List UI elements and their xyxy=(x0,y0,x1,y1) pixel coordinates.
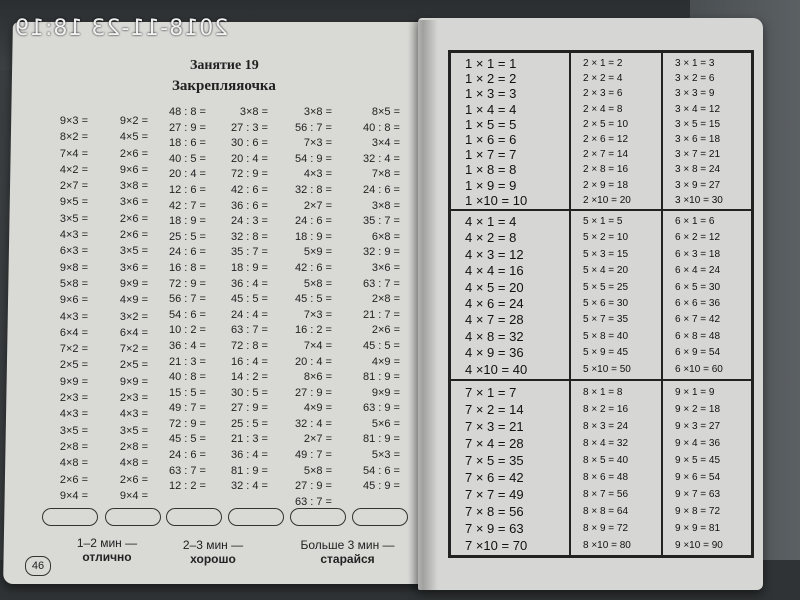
exercise-item: 16 : 2 = xyxy=(294,324,332,337)
exercise-item: 7×2 = xyxy=(59,343,88,356)
times-table-line: 9 ×10 = 90 xyxy=(675,540,723,551)
exercise-item: 40 : 8 = xyxy=(168,371,206,384)
exercise-item: 2×3 = xyxy=(59,392,88,405)
exercise-item: 56 : 7 = xyxy=(294,121,332,134)
exercise-item: 24 : 6 = xyxy=(168,449,206,462)
times-table-line: 5 × 8 = 40 xyxy=(583,330,629,342)
times-table-line: 7 × 8 = 56 xyxy=(465,504,524,519)
book-spine-shadow xyxy=(408,20,438,590)
times-table-line: 3 × 2 = 6 xyxy=(675,73,715,85)
times-table-line: 9 × 3 = 27 xyxy=(675,421,721,432)
exercise-item: 3×8 = xyxy=(239,106,268,118)
exercise-item: 45 : 5 = xyxy=(362,339,400,352)
times-table-line: 2 × 9 = 18 xyxy=(583,179,629,191)
times-table-line: 3 ×10 = 30 xyxy=(675,194,723,206)
exercise-item: 9×4 = xyxy=(119,489,148,502)
exercise-item: 6×4 = xyxy=(119,326,148,339)
grade-excellent xyxy=(62,536,152,564)
exercise-item: 27 : 9 = xyxy=(168,121,206,134)
grade-label: старайся xyxy=(320,552,375,566)
exercise-item: 32 : 8 = xyxy=(230,230,268,243)
exercise-item: 2×6 = xyxy=(59,473,88,486)
exercise-item: 2×6 = xyxy=(119,473,148,486)
exercise-item: 4×3 = xyxy=(59,408,88,421)
times-table-line: 3 × 6 = 18 xyxy=(675,134,721,145)
exercise-item: 24 : 3 = xyxy=(230,215,268,228)
times-table-line: 3 × 1 = 3 xyxy=(675,58,715,69)
exercise-item: 45 : 5 = xyxy=(168,433,206,446)
times-table-line: 8 × 1 = 8 xyxy=(583,387,623,398)
answer-oval[interactable] xyxy=(352,508,408,526)
exercise-item: 2×5 = xyxy=(119,359,148,372)
exercise-item: 9×6 = xyxy=(59,294,88,307)
exercise-item: 2×6 = xyxy=(119,229,148,242)
exercise-item: 63 : 7 = xyxy=(230,324,268,337)
exercise-item: 9×9 = xyxy=(371,386,400,399)
exercise-item: 2×6 = xyxy=(119,212,148,225)
exercise-item: 7×3 = xyxy=(303,137,332,150)
grade-label: хорошо xyxy=(190,552,236,566)
exercise-item: 8×6 = xyxy=(303,371,332,384)
exercise-item: 7×4 = xyxy=(303,339,332,352)
exercise-item: 4×8 = xyxy=(59,457,88,470)
exercise-item: 4×3 = xyxy=(119,408,148,421)
times-table-line: 6 × 8 = 48 xyxy=(675,330,721,342)
exercise-item: 24 : 4 = xyxy=(230,308,268,321)
exercise-item: 3×5 = xyxy=(119,245,148,258)
times-table-line: 6 × 7 = 42 xyxy=(675,314,721,326)
answer-oval[interactable] xyxy=(42,508,98,526)
exercise-item: 21 : 3 = xyxy=(168,355,206,368)
exercise-item: 5×8 = xyxy=(59,277,88,290)
times-table-line: 3 × 4 = 12 xyxy=(675,103,721,115)
exercise-item: 9×4 = xyxy=(59,489,88,502)
exercise-item: 4×3 = xyxy=(59,310,88,323)
answer-oval[interactable] xyxy=(166,508,222,526)
times-table-line: 9 × 9 = 81 xyxy=(675,523,721,534)
times-table-line: 1 × 4 = 4 xyxy=(465,101,517,117)
exercise-item: 81 : 9 = xyxy=(362,371,400,384)
exercise-item: 72 : 9 = xyxy=(168,277,206,290)
times-table-2 xyxy=(570,52,662,210)
exercise-item: 2×6 = xyxy=(371,324,400,337)
exercise-item: 3×8 = xyxy=(303,106,332,118)
exercise-item: 15 : 5 = xyxy=(168,386,206,399)
times-table-line: 2 ×10 = 20 xyxy=(583,194,631,206)
times-table-3 xyxy=(662,52,752,210)
times-table-line: 7 × 6 = 42 xyxy=(465,470,524,485)
times-table-line: 7 × 4 = 28 xyxy=(465,436,524,451)
times-table-line: 4 × 3 = 12 xyxy=(465,246,524,262)
exercise-item: 5×8 = xyxy=(303,277,332,290)
exercise-item: 32 : 4 = xyxy=(230,480,268,493)
grade-try xyxy=(285,538,410,566)
times-table-line: 7 × 3 = 21 xyxy=(465,419,524,434)
exercise-item: 6×8 = xyxy=(371,230,400,243)
times-table-line: 5 × 3 = 15 xyxy=(583,248,629,260)
exercise-column xyxy=(210,105,268,495)
lesson-title: Занятие 19 xyxy=(190,58,259,73)
times-table-line: 9 × 5 = 45 xyxy=(675,455,721,466)
exercise-column xyxy=(274,105,332,510)
exercise-item: 3×5 = xyxy=(59,424,88,437)
exercise-item: 30 : 6 = xyxy=(230,137,268,150)
times-table-line: 2 × 8 = 16 xyxy=(583,164,629,176)
times-table-line: 2 × 1 = 2 xyxy=(583,58,623,69)
times-table-line: 9 × 2 = 18 xyxy=(675,404,721,415)
times-table-line: 7 × 2 = 14 xyxy=(465,402,524,417)
exercise-item: 56 : 7 = xyxy=(168,293,206,306)
times-table-line: 4 × 9 = 36 xyxy=(465,345,524,361)
times-table-line: 7 × 5 = 35 xyxy=(465,453,524,468)
times-table-line: 4 ×10 = 40 xyxy=(465,361,528,377)
times-table-line: 4 × 7 = 28 xyxy=(465,312,524,328)
times-table-8 xyxy=(570,380,662,556)
exercise-item: 30 : 5 = xyxy=(230,386,268,399)
exercise-item: 54 : 6 = xyxy=(362,464,400,477)
exercise-item: 16 : 8 = xyxy=(168,261,206,274)
exercise-item: 2×7 = xyxy=(303,199,332,212)
photo-timestamp: 2018-11-23 18:19 xyxy=(14,16,229,41)
times-table-line: 4 × 8 = 32 xyxy=(465,328,524,344)
times-table-line: 3 × 3 = 9 xyxy=(675,88,715,100)
times-table-line: 1 × 5 = 5 xyxy=(465,116,517,132)
exercise-item: 18 : 6 = xyxy=(168,137,206,150)
times-table-line: 1 × 3 = 3 xyxy=(465,86,517,102)
exercise-item: 32 : 9 = xyxy=(362,246,400,259)
exercise-item: 32 : 8 = xyxy=(294,183,332,196)
times-table-line: 8 × 3 = 24 xyxy=(583,421,629,432)
times-table-line: 6 × 4 = 24 xyxy=(675,265,721,277)
exercise-item: 2×8 = xyxy=(119,440,148,453)
times-table-line: 8 × 5 = 40 xyxy=(583,455,629,466)
exercise-item: 3×8 = xyxy=(371,199,400,212)
exercise-item: 5×6 = xyxy=(371,417,400,430)
exercise-item: 14 : 2 = xyxy=(230,371,268,384)
times-table-4 xyxy=(450,210,570,380)
exercise-item: 24 : 6 = xyxy=(362,183,400,196)
times-table-line: 1 × 9 = 9 xyxy=(465,177,517,193)
exercise-item: 3×5 = xyxy=(59,212,88,225)
exercise-item: 20 : 4 = xyxy=(168,168,206,181)
exercise-item: 18 : 9 = xyxy=(230,261,268,274)
exercise-item: 3×8 = xyxy=(119,180,148,193)
exercise-item: 4×8 = xyxy=(119,457,148,470)
times-table-line: 2 × 3 = 6 xyxy=(583,88,623,100)
times-table-line: 8 × 8 = 64 xyxy=(583,506,629,517)
times-table-line: 1 ×10 = 10 xyxy=(465,192,528,208)
exercise-item: 45 : 5 = xyxy=(294,293,332,306)
times-table-line: 9 × 4 = 36 xyxy=(675,438,721,449)
exercise-item: 9×6 = xyxy=(119,163,148,176)
exercise-item: 6×3 = xyxy=(59,245,88,258)
exercise-item: 36 : 4 = xyxy=(230,277,268,290)
times-table-line: 2 × 4 = 8 xyxy=(583,103,623,115)
times-table-9 xyxy=(662,380,752,556)
exercise-item: 20 : 4 = xyxy=(230,152,268,165)
exercise-item: 27 : 3 = xyxy=(230,121,268,134)
times-table-line: 4 × 2 = 8 xyxy=(465,230,517,246)
exercise-item: 72 : 9 = xyxy=(230,168,268,181)
multiplication-table-grid xyxy=(448,50,754,558)
exercise-column xyxy=(42,113,88,504)
exercise-item: 42 : 7 = xyxy=(168,199,206,212)
exercise-item: 9×5 = xyxy=(59,196,88,209)
exercise-item: 16 : 4 = xyxy=(230,355,268,368)
times-table-line: 5 ×10 = 50 xyxy=(583,363,631,375)
exercise-item: 7×8 = xyxy=(371,168,400,181)
exercise-item: 36 : 4 = xyxy=(168,339,206,352)
exercise-item: 12 : 2 = xyxy=(168,480,206,493)
times-table-line: 1 × 6 = 6 xyxy=(465,132,517,147)
times-table-line: 6 × 9 = 54 xyxy=(675,347,721,359)
exercise-item: 63 : 7 = xyxy=(362,277,400,290)
times-table-line: 4 × 6 = 24 xyxy=(465,296,524,311)
times-table-line: 3 × 9 = 27 xyxy=(675,179,721,191)
times-table-line: 2 × 6 = 12 xyxy=(583,134,629,145)
exercise-item: 9×9 = xyxy=(119,277,148,290)
exercise-item: 4×3 = xyxy=(303,168,332,181)
grade-label: отлично xyxy=(82,550,132,564)
exercise-item: 5×8 = xyxy=(303,464,332,477)
times-table-line: 3 × 7 = 21 xyxy=(675,149,721,161)
times-table-line: 5 × 7 = 35 xyxy=(583,314,629,326)
times-table-line: 7 × 9 = 63 xyxy=(465,521,524,536)
times-table-line: 8 × 9 = 72 xyxy=(583,523,629,534)
times-table-line: 6 × 2 = 12 xyxy=(675,232,721,244)
times-table-line: 6 × 5 = 30 xyxy=(675,281,721,293)
exercise-item: 18 : 9 = xyxy=(294,230,332,243)
exercise-item: 54 : 6 = xyxy=(168,308,206,321)
exercise-item: 3×6 = xyxy=(119,261,148,274)
exercise-item: 40 : 8 = xyxy=(362,121,400,134)
exercise-item: 42 : 6 = xyxy=(230,183,268,196)
page-number: 46 xyxy=(25,556,51,576)
exercise-item: 24 : 6 = xyxy=(168,246,206,259)
times-table-line: 3 × 5 = 15 xyxy=(675,118,721,130)
exercise-item: 21 : 7 = xyxy=(362,308,400,321)
exercise-item: 3×2 = xyxy=(119,310,148,323)
exercise-item: 27 : 9 = xyxy=(294,480,332,493)
exercise-item: 4×9 = xyxy=(119,294,148,307)
exercise-item: 45 : 9 = xyxy=(362,480,400,493)
lesson-subtitle: Закрепляяочка xyxy=(172,78,276,94)
times-table-line: 5 × 4 = 20 xyxy=(583,265,629,277)
exercise-item: 5×3 = xyxy=(371,449,400,462)
times-table-line: 8 × 7 = 56 xyxy=(583,489,629,500)
exercise-item: 24 : 6 = xyxy=(294,215,332,228)
times-table-line: 7 × 7 = 49 xyxy=(465,487,524,502)
exercise-item: 9×3 = xyxy=(59,115,88,127)
exercise-item: 49 : 7 = xyxy=(168,402,206,415)
exercise-item: 45 : 5 = xyxy=(230,293,268,306)
exercise-item: 48 : 8 = xyxy=(168,106,206,118)
times-table-line: 5 × 1 = 5 xyxy=(583,216,623,227)
exercise-item: 4×9 = xyxy=(371,355,400,368)
exercise-item: 7×2 = xyxy=(119,343,148,356)
grade-time: 1–2 мин — xyxy=(76,536,138,550)
exercise-item: 4×3 = xyxy=(59,229,88,242)
exercise-item: 25 : 5 = xyxy=(168,230,206,243)
exercise-item: 63 : 7 = xyxy=(168,464,206,477)
exercise-item: 4×5 = xyxy=(119,131,148,144)
exercise-item: 27 : 9 = xyxy=(230,402,268,415)
times-table-line: 5 × 2 = 10 xyxy=(583,232,629,244)
times-table-line: 2 × 5 = 10 xyxy=(583,118,629,130)
exercise-item: 36 : 4 = xyxy=(230,449,268,462)
times-table-line: 7 ×10 = 70 xyxy=(465,538,528,553)
times-table-line: 8 × 2 = 16 xyxy=(583,404,629,415)
answer-oval[interactable] xyxy=(228,508,284,526)
times-table-line: 4 × 5 = 20 xyxy=(465,279,524,295)
exercise-item: 7×4 = xyxy=(59,147,88,160)
times-table-line: 6 × 6 = 36 xyxy=(675,298,721,309)
times-table-line: 9 × 1 = 9 xyxy=(675,387,715,398)
exercise-item: 40 : 5 = xyxy=(168,152,206,165)
times-table-line: 8 ×10 = 80 xyxy=(583,540,631,551)
exercise-item: 3×5 = xyxy=(119,424,148,437)
exercise-item: 6×4 = xyxy=(59,326,88,339)
times-table-line: 1 × 8 = 8 xyxy=(465,162,517,178)
times-table-line: 7 × 1 = 7 xyxy=(465,385,517,400)
exercise-item: 9×8 = xyxy=(59,261,88,274)
exercise-item: 9×2 = xyxy=(119,115,148,127)
exercise-item: 18 : 9 = xyxy=(168,215,206,228)
times-table-line: 6 × 3 = 18 xyxy=(675,248,721,260)
exercise-item: 2×5 = xyxy=(59,359,88,372)
times-table-line: 4 × 4 = 16 xyxy=(465,263,524,279)
answer-oval[interactable] xyxy=(105,508,161,526)
exercise-item: 63 : 7 = xyxy=(294,495,332,508)
times-table-line: 6 × 1 = 6 xyxy=(675,216,715,227)
times-table-line: 2 × 7 = 14 xyxy=(583,149,629,161)
exercise-item: 36 : 6 = xyxy=(230,199,268,212)
exercise-item: 4×2 = xyxy=(59,163,88,176)
exercise-item: 21 : 3 = xyxy=(230,433,268,446)
exercise-item: 32 : 4 = xyxy=(294,417,332,430)
times-table-line: 3 × 8 = 24 xyxy=(675,164,721,176)
times-table-5 xyxy=(570,210,662,380)
exercise-column xyxy=(98,113,148,504)
grade-time: Больше 3 мин — xyxy=(300,538,395,552)
exercise-item: 42 : 6 = xyxy=(294,261,332,274)
times-table-line: 4 × 1 = 4 xyxy=(465,214,517,229)
exercise-item: 49 : 7 = xyxy=(294,449,332,462)
exercise-item: 2×8 = xyxy=(59,440,88,453)
exercise-item: 2×8 = xyxy=(371,293,400,306)
exercise-column xyxy=(342,105,400,495)
exercise-item: 5×9 = xyxy=(303,246,332,259)
exercise-item: 4×9 = xyxy=(303,402,332,415)
exercise-item: 72 : 8 = xyxy=(230,339,268,352)
exercise-item: 3×4 = xyxy=(371,137,400,150)
exercise-item: 8×2 = xyxy=(59,131,88,144)
answer-oval[interactable] xyxy=(290,508,346,526)
exercise-item: 2×3 = xyxy=(119,392,148,405)
exercise-item: 8×5 = xyxy=(371,106,400,118)
exercise-item: 2×7 = xyxy=(303,433,332,446)
times-table-line: 5 × 5 = 25 xyxy=(583,281,629,293)
times-table-1 xyxy=(450,52,570,210)
grade-time: 2–3 мин — xyxy=(182,538,244,552)
exercise-item: 3×6 = xyxy=(119,196,148,209)
times-table-7 xyxy=(450,380,570,556)
exercise-item: 25 : 5 = xyxy=(230,417,268,430)
times-table-line: 9 × 8 = 72 xyxy=(675,506,721,517)
exercise-item: 63 : 9 = xyxy=(362,402,400,415)
times-table-line: 5 × 9 = 45 xyxy=(583,347,629,359)
times-table-line: 1 × 2 = 2 xyxy=(465,71,517,87)
exercise-item: 35 : 7 = xyxy=(230,246,268,259)
exercise-item: 32 : 4 = xyxy=(362,152,400,165)
exercise-item: 81 : 9 = xyxy=(362,433,400,446)
times-table-line: 8 × 6 = 48 xyxy=(583,472,629,483)
exercise-item: 81 : 9 = xyxy=(230,464,268,477)
exercise-item: 2×6 = xyxy=(119,147,148,160)
exercise-item: 10 : 2 = xyxy=(168,324,206,337)
grade-good xyxy=(168,538,258,566)
exercise-item: 72 : 9 = xyxy=(168,417,206,430)
exercise-item: 2×7 = xyxy=(59,180,88,193)
times-table-line: 9 × 6 = 54 xyxy=(675,472,721,483)
exercise-column xyxy=(150,105,206,495)
times-table-line: 1 × 1 = 1 xyxy=(465,56,517,71)
exercise-item: 7×3 = xyxy=(303,308,332,321)
exercise-item: 3×6 = xyxy=(371,261,400,274)
exercise-item: 9×9 = xyxy=(59,375,88,388)
exercise-item: 27 : 9 = xyxy=(294,386,332,399)
times-table-line: 5 × 6 = 30 xyxy=(583,298,629,309)
exercise-item: 35 : 7 = xyxy=(362,215,400,228)
times-table-line: 1 × 7 = 7 xyxy=(465,147,517,163)
times-table-6 xyxy=(662,210,752,380)
times-table-line: 2 × 2 = 4 xyxy=(583,73,623,85)
exercise-item: 9×9 = xyxy=(119,375,148,388)
exercise-item: 12 : 6 = xyxy=(168,183,206,196)
exercise-item: 20 : 4 = xyxy=(294,355,332,368)
exercise-item: 54 : 9 = xyxy=(294,152,332,165)
times-table-line: 6 ×10 = 60 xyxy=(675,363,723,375)
times-table-line: 8 × 4 = 32 xyxy=(583,438,629,449)
times-table-line: 9 × 7 = 63 xyxy=(675,489,721,500)
